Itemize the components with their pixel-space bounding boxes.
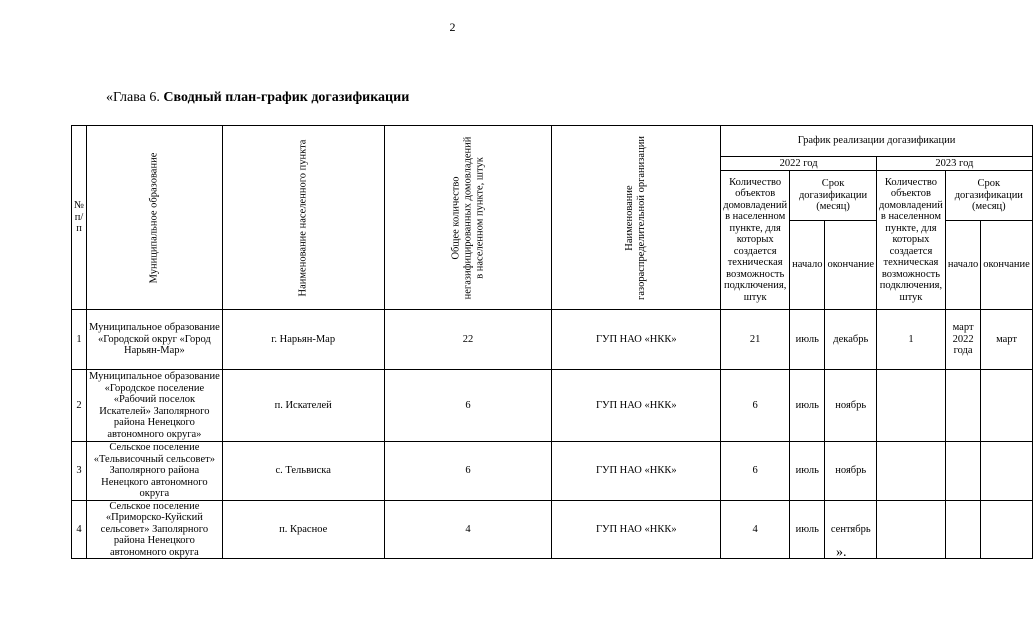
- chapter-title-prefix: «Глава 6.: [106, 90, 164, 105]
- row-2022-start: июль: [790, 370, 825, 442]
- row-2023-count: [877, 370, 946, 442]
- table-row: [72, 310, 1033, 370]
- header-2023-objects: Количество объектов домовладений в населенном пункте, для которых создается техническая возможность подключения, штук: [877, 171, 946, 310]
- row-2023-start: [945, 500, 980, 559]
- row-total: 6: [384, 442, 552, 501]
- row-2023-end: [981, 442, 1033, 501]
- row-total: 4: [384, 500, 552, 559]
- row-num: 3: [72, 442, 87, 501]
- row-municipality: Сельское поселение «Тельвисочный сельсовет» Заполярного района Ненецкого автономного округа: [87, 442, 223, 501]
- row-2022-start: июль: [790, 310, 825, 370]
- header-total: [384, 126, 552, 310]
- row-2022-end: сентябрь: [825, 500, 877, 559]
- header-2023-start: начало: [945, 221, 980, 310]
- row-gdo: ГУП НАО «НКК»: [552, 370, 721, 442]
- row-total: 6: [384, 370, 552, 442]
- row-2023-start: март 2022 года: [945, 310, 980, 370]
- header-settlement-text: Наименование населенного пункта: [297, 139, 309, 296]
- closing-quote: ».: [836, 545, 847, 560]
- row-municipality: Муниципальное образование «Городской округ «Город Нарьян-Мар»: [87, 310, 223, 370]
- table-row: [72, 500, 1033, 559]
- header-2022-start: начало: [790, 221, 825, 310]
- row-2023-count: [877, 500, 946, 559]
- header-schedule: График реализации догазификации: [721, 126, 1033, 157]
- row-2023-start: [945, 370, 980, 442]
- row-2022-end: декабрь: [825, 310, 877, 370]
- row-settlement: п. Искателей: [222, 370, 384, 442]
- row-2022-start: июль: [790, 442, 825, 501]
- row-settlement: г. Нарьян-Мар: [222, 310, 384, 370]
- row-2023-count: 1: [877, 310, 946, 370]
- header-municipality: [87, 126, 223, 310]
- table-row: [72, 370, 1033, 442]
- row-gdo: ГУП НАО «НКК»: [552, 442, 721, 501]
- row-num: 4: [72, 500, 87, 559]
- row-num: 1: [72, 310, 87, 370]
- header-year-2023: 2023 год: [877, 157, 1033, 171]
- row-municipality: Муниципальное образование «Городское поселение «Рабочий поселок Искателей» Заполярного района Ненецкого автономного округа»: [87, 370, 223, 442]
- header-gdo-line1: Наименование: [624, 184, 636, 251]
- row-2023-start: [945, 442, 980, 501]
- header-2022-objects: Количество объектов домовладений в населенном пункте, для которых создается техническая возможность подключения, штук: [721, 171, 790, 310]
- row-2022-count: 6: [721, 442, 790, 501]
- header-gdo-text: [624, 136, 648, 300]
- chapter-title-bold: Сводный план-график догазификации: [163, 90, 410, 105]
- header-gdo-line2: газораспределительной организации: [636, 135, 648, 300]
- header-total-line1: Общее количество: [449, 175, 461, 260]
- header-municipality-text: Муниципальное образование: [148, 152, 160, 283]
- row-2022-count: 6: [721, 370, 790, 442]
- row-total: 22: [384, 310, 552, 370]
- row-settlement: п. Красное: [222, 500, 384, 559]
- row-2022-start: июль: [790, 500, 825, 559]
- header-settlement: [222, 126, 384, 310]
- header-2023-period: Срок догазификации (месяц): [945, 171, 1032, 221]
- row-2022-count: 21: [721, 310, 790, 370]
- header-year-2022: 2022 год: [721, 157, 877, 171]
- row-2023-count: [877, 442, 946, 501]
- header-2023-end: окончание: [981, 221, 1033, 310]
- row-gdo: ГУП НАО «НКК»: [552, 310, 721, 370]
- gasification-plan-table: [71, 125, 1033, 559]
- row-num: 2: [72, 370, 87, 442]
- chapter-title: [106, 90, 409, 106]
- header-total-line3: в населенном пункте, штук: [473, 156, 485, 279]
- row-municipality: Сельское поселение «Приморско-Куйский сельсовет» Заполярного района Ненецкого автономного округа: [87, 500, 223, 559]
- row-settlement: с. Тельвиска: [222, 442, 384, 501]
- row-gdo: ГУП НАО «НКК»: [552, 500, 721, 559]
- row-2023-end: март: [981, 310, 1033, 370]
- header-gdo: [552, 126, 721, 310]
- header-num: № п/п: [72, 126, 87, 310]
- header-total-line2: негазифицированных домовладений: [461, 136, 473, 299]
- row-2022-end: ноябрь: [825, 370, 877, 442]
- row-2022-end: ноябрь: [825, 442, 877, 501]
- page-number: 2: [449, 20, 456, 34]
- row-2023-end: [981, 500, 1033, 559]
- row-2023-end: [981, 370, 1033, 442]
- row-2022-count: 4: [721, 500, 790, 559]
- header-2022-period: Срок догазификации (месяц): [790, 171, 877, 221]
- table-row: [72, 442, 1033, 501]
- header-2022-end: окончание: [825, 221, 877, 310]
- header-total-text: [450, 136, 486, 299]
